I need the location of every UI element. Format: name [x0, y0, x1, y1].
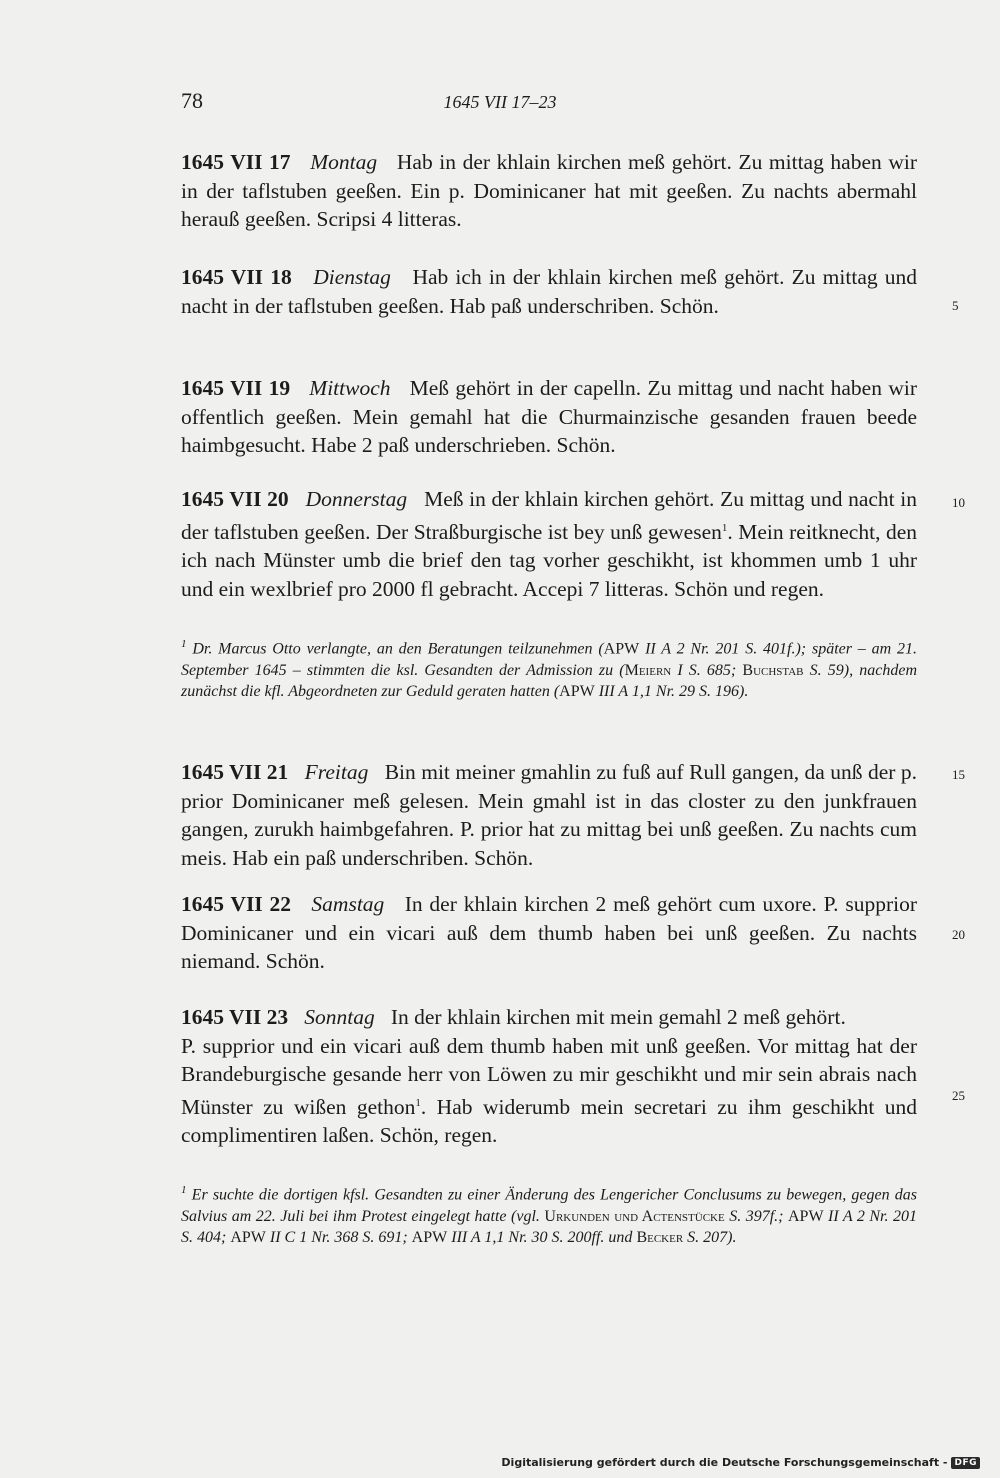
footnote-text: III A 1,1 Nr. 29 S. 196).	[594, 683, 749, 701]
entry-text: Hab ich in der khlain kirchen meß gehört. Zu mittag und nacht in der taflstuben geeßen. Hab paß underschriben. Schön.	[181, 265, 918, 318]
footnote-text: APW	[230, 1229, 266, 1247]
entry-date: 1645 VII 20	[181, 487, 289, 511]
line-number: 25	[952, 1088, 965, 1103]
entry-weekday: Mittwoch	[309, 376, 391, 400]
footnote-mark: 1	[181, 1184, 187, 1196]
diary-entry	[181, 148, 917, 234]
dfg-logo-icon: DFG	[951, 1457, 980, 1469]
entry-weekday: Dienstag	[313, 265, 391, 289]
footnote-text: APW	[411, 1229, 448, 1247]
footnote-text: III A 1,1 Nr. 30 S. 200ff. und	[447, 1229, 637, 1247]
entry-text: . Mein reitknecht, den ich nach Münster umb die brief den tag vorher geschikht, ist khommen umb 1 uhr und ein wexlbrief pro 2000 fl gebracht. Accepi 7 litteras. Schön und regen.	[181, 519, 917, 601]
line-number: 15	[952, 767, 965, 782]
entry-date: 1645 VII 22	[181, 892, 291, 916]
entry-text: Meß in der khlain kirchen gehört. Zu mittag und nacht in der taflstuben geeßen. Der Straßburgische ist bey unß gewesen	[181, 487, 918, 544]
page-number: 78	[181, 88, 203, 113]
diary-entry	[181, 374, 917, 460]
line-number: 5	[952, 298, 959, 313]
entry-date: 1645 VII 17	[181, 150, 291, 174]
footnote-text: S. 207).	[683, 1229, 737, 1247]
entry-text: In der khlain kirchen 2 meß gehört cum uxore. P. supprior Dominicaner und ein vicari auß dem thumb haben bei unß geeßen. Zu nachts niemand. Schön.	[181, 892, 918, 973]
footnote	[181, 1180, 917, 1249]
entry-text: In der khlain kirchen mit mein gemahl 2 meß gehört.	[390, 1005, 846, 1029]
footnote-ref: 1	[415, 1096, 421, 1109]
running-title: 1645 VII 17–23	[443, 92, 557, 112]
diary-entry	[181, 1003, 917, 1150]
footnote-text: II A 2 Nr. 201 S. 404;	[181, 1207, 917, 1247]
entry-weekday: Samstag	[311, 892, 385, 916]
footnote-text: II C 1 Nr. 368 S. 691;	[265, 1229, 412, 1247]
entry-weekday: Donnerstag	[305, 487, 408, 511]
footnote-text: APW	[603, 640, 640, 658]
footnote-text: APW	[787, 1207, 824, 1225]
entry-date: 1645 VII 19	[181, 376, 291, 400]
footnote-text: Buchstab	[742, 661, 804, 679]
entry-text: Meß gehört in der capelln. Zu mittag und nacht haben wir offentlich geeßen. Mein gemahl hat die Churmainzische gesanden frauen beede haimbgesucht. Habe 2 paß underschrieben. Schön.	[181, 376, 918, 457]
footnote-text: Urkunden und Actenstücke	[544, 1207, 725, 1225]
footnote	[181, 634, 917, 703]
footnote-text: Becker	[636, 1229, 684, 1247]
footnote-text: II A 2 Nr. 201 S. 401f.); später – am 21. September 1645 – stimmten die ksl. Gesandten der Admission zu (	[181, 640, 918, 679]
entry-date: 1645 VII 23	[181, 1005, 289, 1029]
entry-text: P. supprior und ein vicari auß dem thumb haben mit unß geeßen. Vor mittag hat der Brandeburgische gesande herr von Löwen zu mir geschikht und mir sein abrais nach Münster zu wißen gethon	[181, 1033, 917, 1119]
digitization-credit	[501, 1456, 980, 1469]
footnote-ref: 1	[721, 521, 728, 534]
footnote-text: S. 59), nachdem zunächst die kfl. Abgeordneten zur Geduld geraten hatten (	[181, 661, 918, 701]
diary-entry	[181, 263, 917, 320]
footnote-text: I S. 685;	[671, 661, 743, 679]
entry-text: . Hab widerumb mein secretari zu ihm geschikht und complimentiren laßen. Schön, regen.	[181, 1094, 917, 1148]
entry-text: Bin mit meiner gmahlin zu fuß auf Rull gangen, da unß der p. prior Dominicaner meß gelesen. Mein gmahl ist in das closter zu den junkfrauen gangen, zurukh haimbgefahren. P. prior hat zu mittag bei unß geeßen. Zu nachts cum meis. Hab ein paß underschriben. Schön.	[181, 760, 918, 870]
line-number: 10	[952, 495, 965, 510]
entry-date: 1645 VII 21	[181, 760, 289, 784]
diary-entry	[181, 758, 917, 872]
entry-date: 1645 VII 18	[181, 265, 292, 289]
footnote-text: Er suchte die dortigen kfsl. Gesandten zu einer Änderung des Lengericher Conclusums zu bewegen, gegen das Salvius am 22. Juli bei ihm Protest eingelegt hatte (vgl.	[181, 1186, 918, 1225]
footnote-text: S. 397f.;	[724, 1207, 788, 1225]
line-number: 20	[952, 927, 965, 942]
footnote-mark: 1	[181, 638, 187, 650]
credit-text: Digitalisierung gefördert durch die Deutsche Forschungsgemeinschaft -	[501, 1456, 948, 1469]
footnote-text: APW	[559, 683, 595, 701]
diary-entry	[181, 890, 917, 976]
entry-text: Hab in der khlain kirchen meß gehört. Zu mittag haben wir in der taflstuben geeßen. Ein p. Dominicaner hat mit geeßen. Zu nachts abermahl herauß geeßen. Scripsi 4 litteras.	[181, 150, 917, 231]
footnote-text: Dr. Marcus Otto verlangte, an den Beratungen teilzunehmen (	[192, 640, 604, 658]
entry-weekday: Sonntag	[304, 1005, 375, 1029]
footnote-text: Meiern	[624, 661, 672, 679]
entry-weekday: Freitag	[304, 760, 369, 784]
diary-entry	[181, 485, 917, 603]
entry-weekday: Montag	[310, 150, 378, 174]
